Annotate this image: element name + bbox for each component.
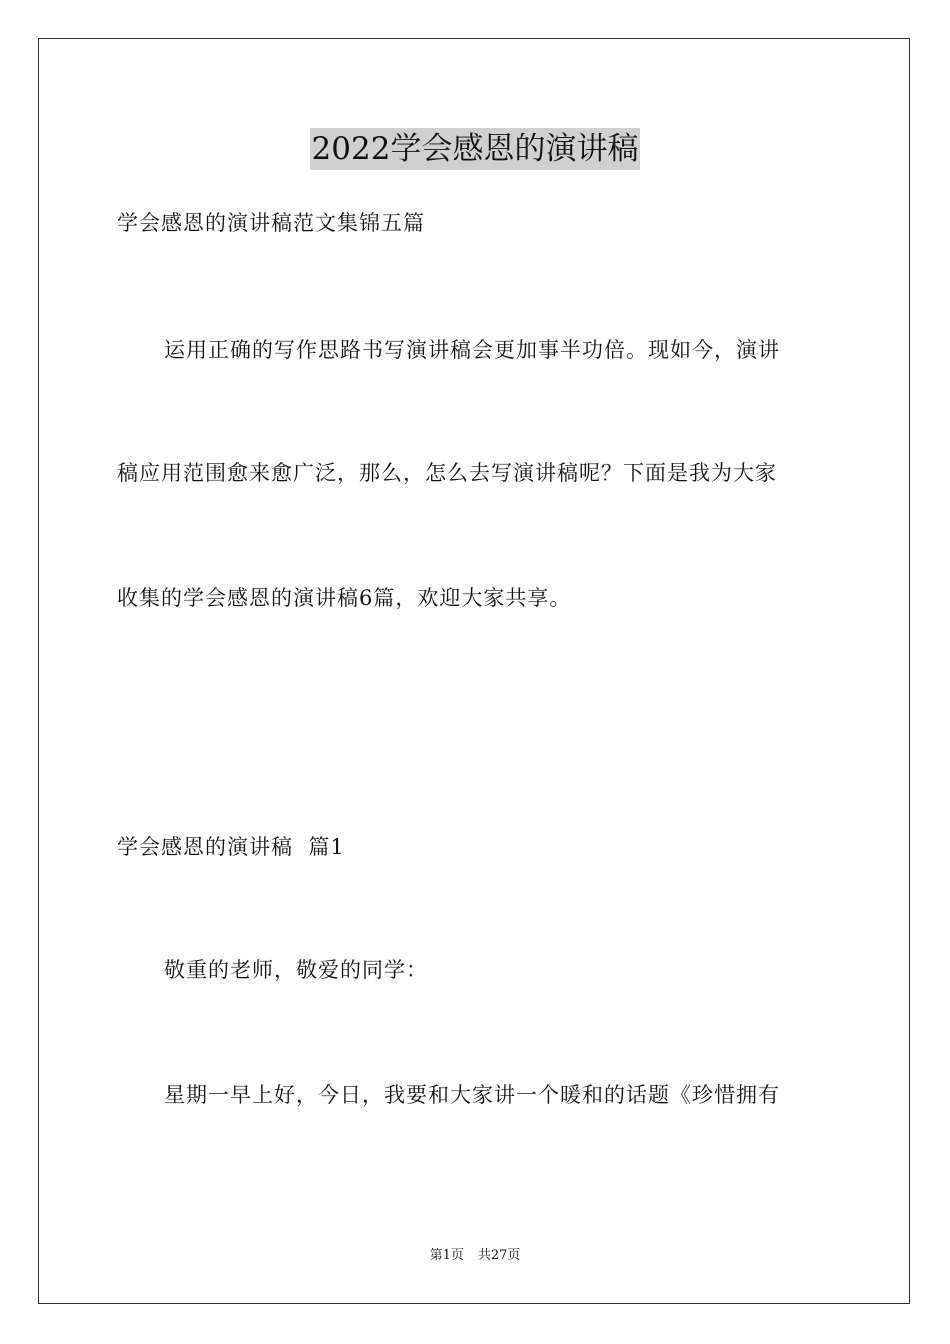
page-total: 共27页 (477, 1248, 521, 1263)
intro-line-1: 运用正确的写作思路书写演讲稿会更加事半功倍。现如今，演讲 (164, 338, 780, 362)
intro-line-3: 收集的学会感恩的演讲稿6篇，欢迎大家共享。 (117, 586, 572, 610)
document-title: 2022学会感恩的演讲稿 (310, 128, 641, 170)
page-footer (0, 1247, 950, 1265)
document-subtitle: 学会感恩的演讲稿范文集锦五篇 (117, 211, 425, 235)
greeting-line: 敬重的老师，敬爱的同学： (164, 958, 428, 982)
section-heading: 学会感恩的演讲稿 篇1 (117, 835, 345, 859)
body-line-1: 星期一早上好，今日，我要和大家讲一个暖和的话题《珍惜拥有 (164, 1083, 780, 1107)
intro-line-2: 稿应用范围愈来愈广泛，那么，怎么去写演讲稿呢？下面是我为大家 (117, 461, 777, 485)
document-title-wrap (0, 128, 950, 176)
page-number: 第1页 (429, 1248, 464, 1263)
